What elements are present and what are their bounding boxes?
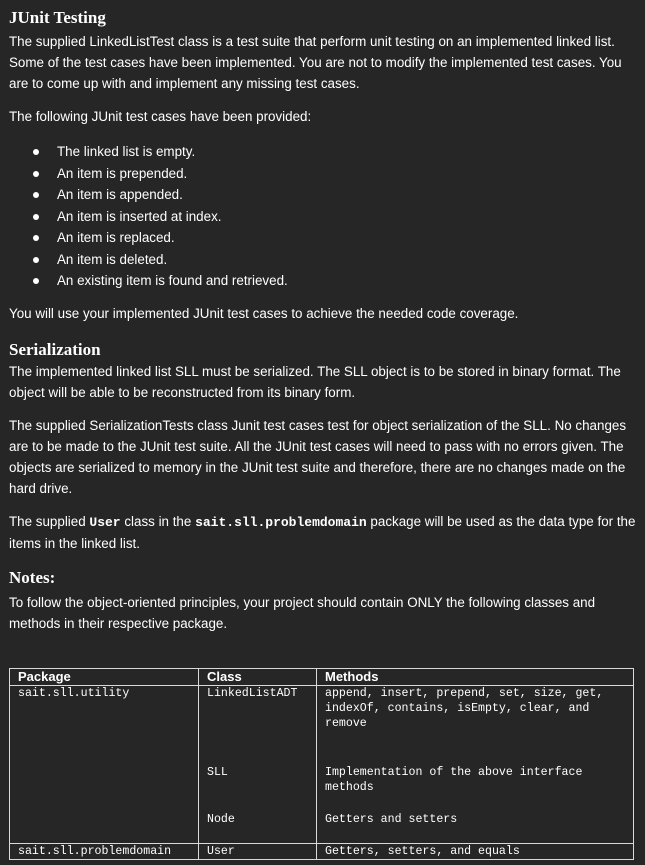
bullet-icon: [33, 149, 39, 155]
table-row: [10, 686, 634, 766]
table-cell-class: LinkedListADT: [199, 686, 317, 766]
list-item: An item is appended.: [33, 184, 288, 206]
package-code: sait.sll.problemdomain: [195, 515, 367, 530]
notes-heading: Notes:: [9, 568, 56, 587]
list-item: An existing item is found and retrieved.: [33, 270, 288, 292]
junit-coverage-note: You will use your implemented JUnit test cases to achieve the needed code coverage.: [9, 306, 519, 321]
junit-heading: JUnit Testing: [9, 8, 106, 27]
table-cell-methods: Implementation of the above interface methods: [317, 765, 634, 812]
user-class-code: User: [89, 515, 121, 530]
package-class-table: [9, 668, 634, 860]
serialization-heading: Serialization: [9, 340, 101, 359]
bullet-icon: [33, 192, 39, 198]
table-cell-class: Node: [199, 812, 317, 844]
list-item: An item is replaced.: [33, 227, 288, 249]
junit-provided-label: The following JUnit test cases have been provided:: [9, 109, 312, 124]
junit-test-case-list: [33, 141, 288, 292]
serialization-paragraph-1: The implemented linked list SLL must be serialized. The SLL object is to be stored in binary format. The object will be able to be reconstructed from its binary form.: [9, 364, 621, 400]
table-cell-class: SLL: [199, 765, 317, 812]
table-cell-methods: Getters and setters: [317, 812, 634, 844]
table-cell-methods: append, insert, prepend, set, size, get, indexOf, contains, isEmpty, clear, and remove: [317, 686, 634, 766]
table-cell-package: sait.sll.problemdomain: [10, 844, 199, 860]
table-cell-class: User: [199, 844, 317, 860]
list-item: An item is prepended.: [33, 163, 288, 185]
notes-text: To follow the object-oriented principles, your project should contain ONLY the following classes and methods in their respective package.: [9, 595, 596, 631]
header-package: Package: [10, 669, 199, 686]
header-methods: Methods: [317, 669, 634, 686]
bullet-icon: [33, 171, 39, 177]
bullet-icon: [33, 257, 39, 263]
bullet-icon: [33, 235, 39, 241]
bullet-icon: [33, 214, 39, 220]
bullet-icon: [33, 278, 39, 284]
serialization-paragraph-3: The supplied User class in the sait.sll.problemdomain package will be used as the data type for the items in the linked list.: [9, 514, 636, 551]
list-item: The linked list is empty.: [33, 141, 288, 163]
table-row: [10, 844, 634, 860]
serialization-paragraph-2: The supplied SerializationTests class Junit test cases test for object serialization of the SLL. No changes are to be made to the JUnit test suite. All the JUnit test cases will need to pass with no errors given. The objects are serialized to memory in the JUnit test suite and therefore, there are no changes made on the hard drive.: [9, 418, 627, 496]
list-item: An item is inserted at index.: [33, 206, 288, 228]
table-header-row: [10, 669, 634, 686]
header-class: Class: [199, 669, 317, 686]
table-cell-package: sait.sll.utility: [10, 686, 199, 844]
table-cell-methods: Getters, setters, and equals: [317, 844, 634, 860]
junit-intro: The supplied LinkedListTest class is a test suite that perform unit testing on an implemented linked list. Some of the test cases have been implemented. You are not to modify the implemented test cases. You are to come up with and implement any missing test cases.: [9, 34, 622, 91]
list-item: An item is deleted.: [33, 249, 288, 271]
